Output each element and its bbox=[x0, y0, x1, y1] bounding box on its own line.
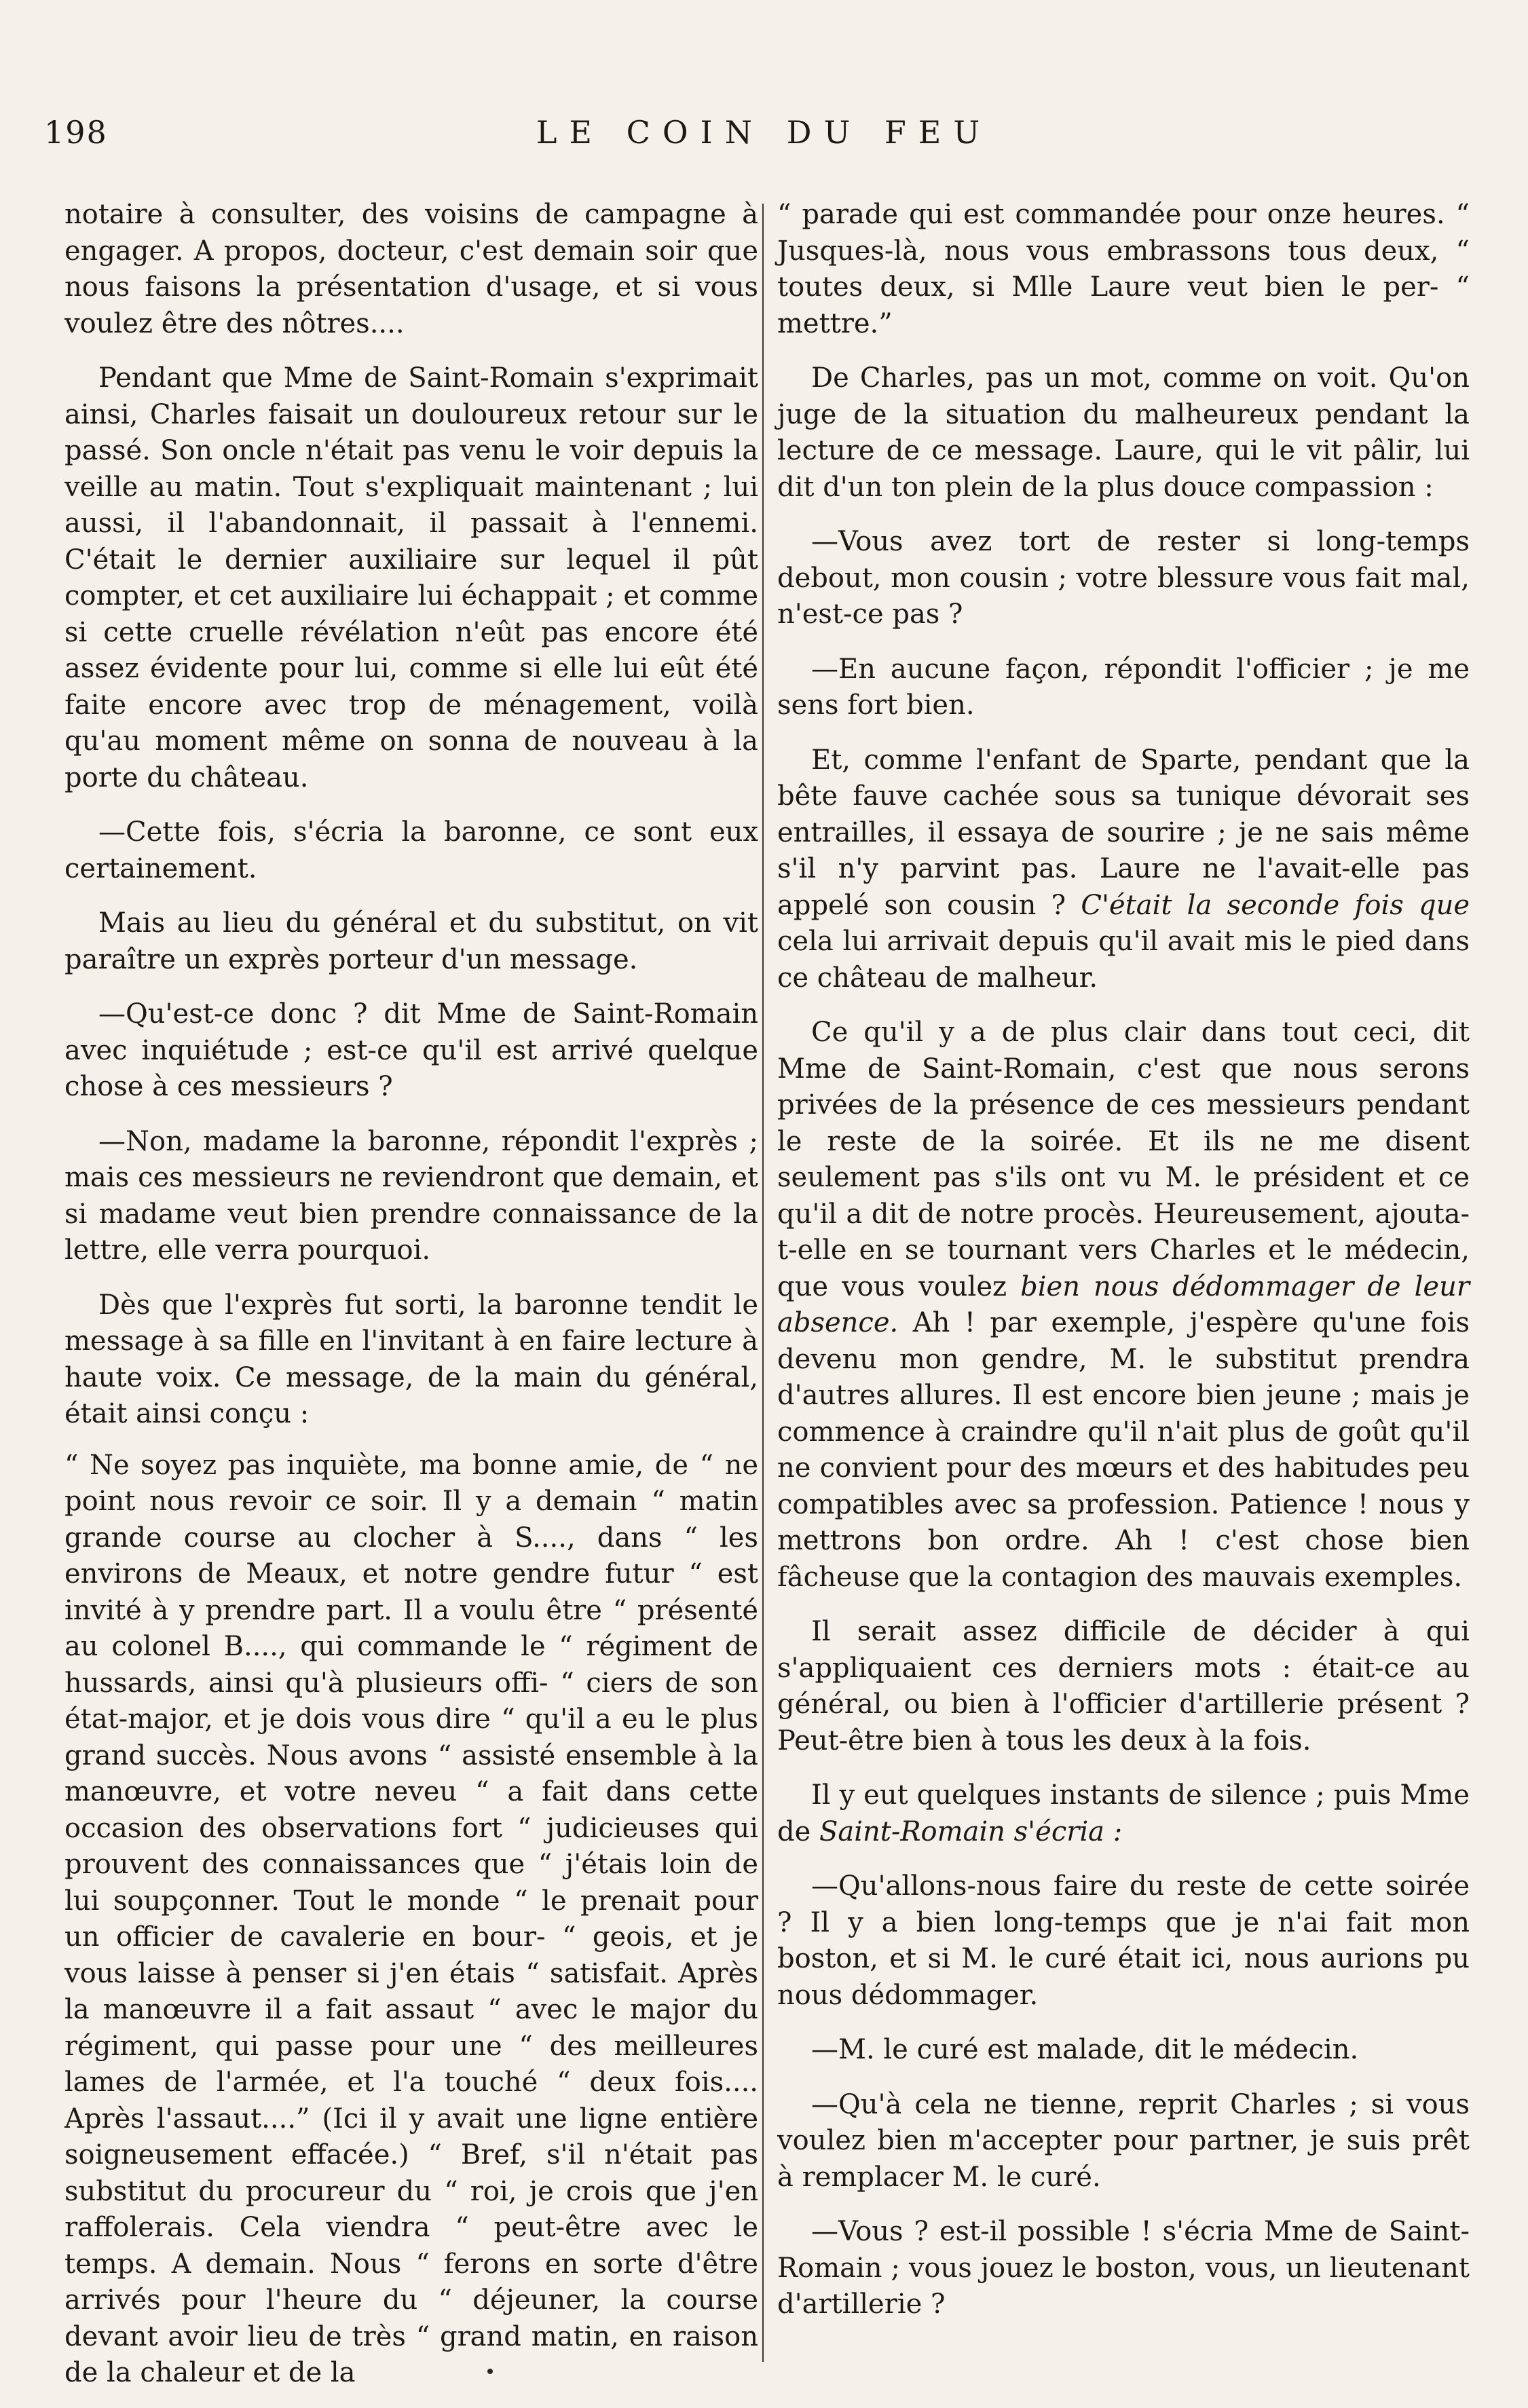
paragraph: —Vous avez tort de rester si long-temps debout, mon cousin ; votre blessure vous fait mal, n'est-ce pas ? bbox=[777, 526, 1470, 630]
paragraph: Dès que l'exprès fut sorti, la baronne tendit le message à sa fille en l'invitant à en faire lecture à haute voix. Ce message, de la main du général, était ainsi conçu : bbox=[64, 1289, 758, 1429]
running-title: LE COIN DU FEU bbox=[536, 114, 992, 151]
paragraph bbox=[777, 1777, 1470, 1850]
text-run: Et, comme l'enfant de Sparte, pendant que la bête fauve cachée sous sa tunique dévorait ses entrailles, il essaya de sourire ; je ne sais même s'il n'y parvint pas. Laure ne l'avait-elle pas appelé son cousin ? bbox=[777, 744, 1470, 921]
paragraph: —Non, madame la baronne, répondit l'exprès ; mais ces messieurs ne reviendront que demain, et si madame veut bien prendre connaissance de la lettre, elle verra pourquoi. bbox=[64, 1125, 758, 1266]
left-column bbox=[64, 197, 758, 2392]
right-column bbox=[777, 197, 1470, 2323]
paragraph: —M. le curé est malade, dit le médecin. bbox=[811, 2034, 1359, 2065]
paragraph: —Cette fois, s'écria la baronne, ce sont eux certainement. bbox=[64, 816, 758, 884]
paragraph: Mais au lieu du général et du substitut, on vit paraître un exprès porteur d'un message. bbox=[64, 907, 758, 975]
text-run: Ce qu'il y a de plus clair dans tout ceci, dit Mme de Saint-Romain, c'est que nous serons privées de la présence de ces messieurs pendant le reste de la soirée. Et ils ne me disent seulement pas s'ils ont vu M. le président et ce qu'il a dit de notre procès. Heureusement, ajouta-t-elle en se tournant vers Charles et le médecin, que vous voulez bbox=[777, 1017, 1470, 1302]
paragraph bbox=[777, 1015, 1470, 1596]
paragraph: —Qu'est-ce donc ? dit Mme de Saint-Romain avec inquiétude ; est-ce qu'il est arrivé quelque chose à ces messieurs ? bbox=[64, 998, 758, 1102]
ink-speck bbox=[487, 2369, 493, 2374]
paragraph: Il serait assez difficile de décider à qui s'appliquaient ces derniers mots : était-ce au général, ou bien à l'officier d'artillerie présent ? Peut-être bien à tous les deux à la fois. bbox=[777, 1616, 1470, 1756]
paragraph: —Qu'allons-nous faire du reste de cette soirée ? Il y a bien long-temps que je n'ai fait mon boston, et si M. le curé était ici, nous aurions pu nous dédommager. bbox=[777, 1870, 1470, 2011]
letter-quote: “ Ne soyez pas inquiète, ma bonne amie, de “ ne point nous revoir ce soir. Il y a demain “ matin grande course au clocher à S...., dans “ les environs de Meaux, et notre gendre futur “ est invité à y prendre part. Il a voulu être “ présenté au colonel B...., qui commande le “ régiment de hussards, ainsi qu'à plusieurs offi- “ ciers de son état-major, et je dois vous dire “ qu'il a eu le plus grand succès. Nous avons “ assisté ensemble à la manœuvre, et votre neveu “ a fait dans cette occasion des observations fort “ judicieuses qui prouvent des connaissances que “ j'étais loin de lui soupçonner. Tout le monde “ le prenait pour un officier de cavalerie en bour- “ geois, et je vous laisse à penser si j'en étais “ satisfait. Après la manœuvre il a fait assaut “ avec le major du régiment, qui passe pour une “ des meilleures lames de l'armée, et l'a touché “ deux fois.... Après l'assaut....” (Ici il y avait une ligne entière soigneusement effacée.) “ Bref, s'il n'était pas substitut du procureur du “ roi, je crois que j'en raffolerais. Cela viendra “ peut-être avec le temps. A demain. Nous “ ferons en sorte d'être arrivés pour l'heure du “ déjeuner, la course devant avoir lieu de très “ grand matin, en raison de la chaleur et de la bbox=[64, 1449, 758, 2388]
text-run: Ah ! par exemple, j'espère qu'une fois devenu mon gendre, M. le substitut prendra d'autres allures. Il est encore bien jeune ; mais je commence à craindre qu'il n'ait plus de goût qu'il ne convient pour des mœurs et des habitudes peu compatibles avec sa profession. Patience ! nous y mettrons bon ordre. Ah ! c'est chose bien fâcheuse que la contagion des mauvais exemples. bbox=[777, 1307, 1470, 1593]
paragraph: —Vous ? est-il possible ! s'écria Mme de Saint-Romain ; vous jouez le boston, vous, un lieutenant d'artillerie ? bbox=[777, 2216, 1470, 2320]
paragraph: —En aucune façon, répondit l'officier ; je me sens fort bien. bbox=[777, 653, 1470, 721]
text-run: Il y eut quelques instants de silence ; puis Mme de bbox=[777, 1780, 1470, 1847]
paragraph: Pendant que Mme de Saint-Romain s'exprimait ainsi, Charles faisait un douloureux retour sur le passé. Son oncle n'était pas venu le voir depuis la veille au matin. Tout s'expliquait maintenant ; lui aussi, il l'abandonnait, il passait à l'ennemi. C'était le dernier auxiliaire sur lequel il pût compter, et cet auxiliaire lui échappait ; et comme si cette cruelle révélation n'eût pas encore été assez évidente pour lui, comme si elle lui eût été faite encore avec trop de ménagement, voilà qu'au moment même on sonna de nouveau à la porte du château. bbox=[64, 362, 758, 793]
paragraph: De Charles, pas un mot, comme on voit. Qu'on juge de la situation du malheureux pendant la lecture de ce message. Laure, qui le vit pâlir, lui dit d'un ton plein de la plus douce compassion : bbox=[777, 362, 1470, 503]
italic-run: C'était la seconde fois que bbox=[1081, 889, 1470, 921]
paragraph: notaire à consulter, des voisins de campagne à engager. A propos, docteur, c'est demain soir que nous faisons la présentation d'usage, et si vous voulez être des nôtres.... bbox=[64, 199, 758, 339]
column-divider bbox=[762, 204, 764, 2362]
italic-run: bien nous dédommager de leur absence. bbox=[777, 1271, 1470, 1338]
page-number: 198 bbox=[44, 114, 108, 151]
paragraph: —Qu'à cela ne tienne, reprit Charles ; si vous voulez bien m'accepter pour partner, je suis prêt à remplacer M. le curé. bbox=[777, 2088, 1470, 2193]
text-run: cela lui arrivait depuis qu'il avait mis le pied dans ce château de malheur. bbox=[777, 926, 1470, 994]
italic-run: Saint-Romain s'écria : bbox=[819, 1816, 1123, 1847]
paragraph bbox=[777, 742, 1470, 997]
paragraph: “ parade qui est commandée pour onze heures. “ Jusques-là, nous vous embrassons tous deux, “ toutes deux, si Mlle Laure veut bien le per- “ mettre.” bbox=[777, 199, 1470, 339]
